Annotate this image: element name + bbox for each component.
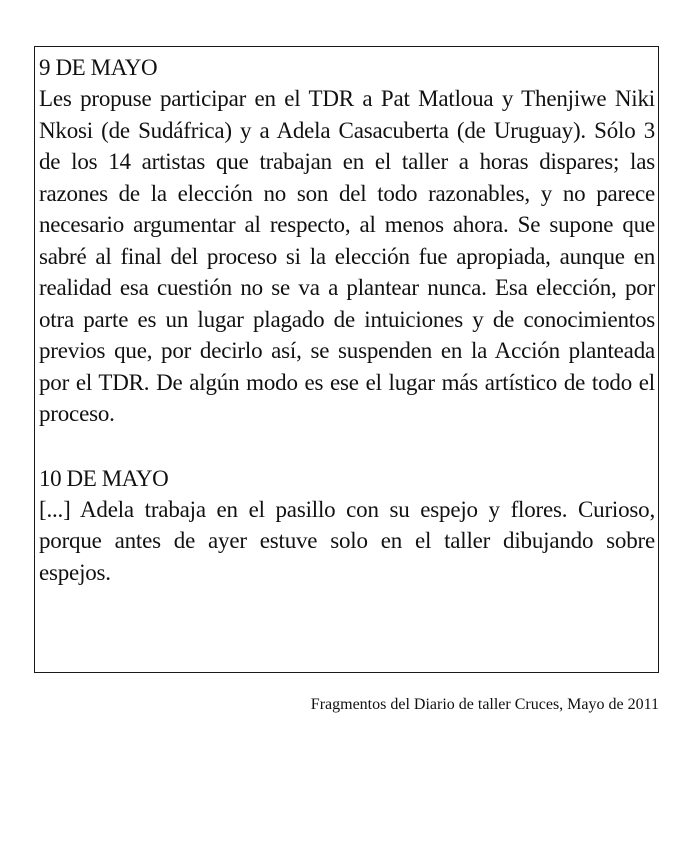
- entry-text: Les propuse participar en el TDR a Pat Matloua y Thenjiwe Niki Nkosi (de Sudáfrica) y a Adela Casacuberta (de Uruguay). Sólo 3 de los 14 artistas que trabajan en el taller a horas dispares; las razones de la elección no son del todo razonables, y no parece necesario argumentar al respecto, al menos ahora. Se supone que sabré al final del proceso si la elección fue apropiada, aunque en realidad esa cuestión no se va a plantear nunca. Esa elección, por otra parte es un lugar plagado de intuiciones y de conocimientos previos que, por decirlo así, se suspenden en la Acción planteada por el TDR. De algún modo es ese el lugar más artístico de todo el proceso.: [39, 86, 655, 426]
- diary-excerpt-box: [34, 46, 659, 673]
- entry-spacer: [39, 430, 655, 463]
- entry-text: [...] Adela trabaja en el pasillo con su espejo y flores. Curioso, porque antes de ayer estuve solo en el taller dibujando sobre espejos.: [39, 496, 655, 585]
- entry-date-heading: 9 DE MAYO: [39, 55, 158, 80]
- entry-date-heading: 10 DE MAYO: [39, 465, 169, 491]
- source-caption: Fragmentos del Diario de taller Cruces, Mayo de 2011: [310, 696, 659, 713]
